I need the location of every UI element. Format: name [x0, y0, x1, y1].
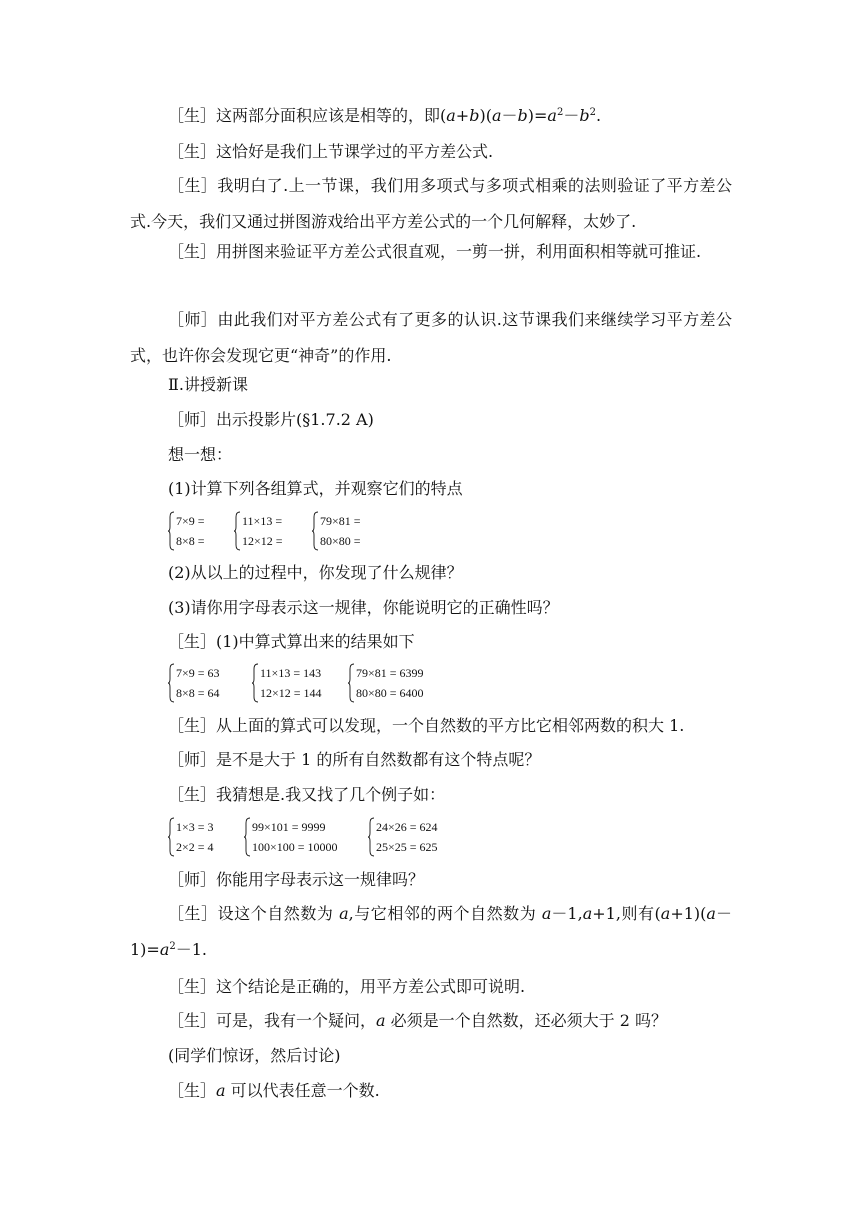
brace-icon: [312, 511, 319, 551]
paragraph-slide: ［师］出示投影片(§1.7.2 A): [168, 410, 374, 429]
brace-icon: [252, 663, 259, 703]
equation-line: 12×12 =: [242, 534, 283, 548]
equation-line: 79×81 = 6399: [356, 666, 424, 680]
equation-line: 7×9 =: [176, 514, 205, 528]
equation-line: 11×13 =: [242, 514, 283, 528]
equation-line: 80×80 = 6400: [356, 686, 424, 700]
brace-icon: [168, 511, 175, 551]
equation-line: 2×2 = 4: [176, 840, 214, 854]
paragraph-discovery: ［生］从上面的算式可以发现，一个自然数的平方比它相邻两数的积大 1.: [168, 716, 685, 735]
brace-icon: [368, 817, 375, 857]
equation-line: 1×3 = 3: [176, 820, 214, 834]
paragraph-examples: ［生］我猜想是.我又找了几个例子如：: [168, 785, 446, 804]
paragraph-formula: ［生］这恰好是我们上节课学过的平方差公式.: [168, 142, 494, 161]
question-2: (2)从以上的过程中，你发现了什么规律？: [168, 563, 463, 582]
question-3: (3)请你用字母表示这一规律，你能说明它的正确性吗？: [168, 598, 559, 617]
paragraph-teacher-letters: ［师］你能用字母表示这一规律吗？: [168, 870, 425, 889]
paragraph-teacher-question: ［师］是不是大于 1 的所有自然数都有这个特点呢？: [168, 750, 541, 769]
paragraph-any-number: ［生］a 可以代表任意一个数.: [168, 1081, 380, 1100]
brace-icon: [168, 817, 175, 857]
equation-line: 12×12 = 144: [260, 686, 322, 700]
equation-group-1: [168, 511, 418, 551]
equation-line: 24×26 = 624: [376, 820, 438, 834]
equation-line: 79×81 =: [320, 514, 361, 528]
brace-icon: [168, 663, 175, 703]
equation-line: 25×25 = 625: [376, 840, 438, 854]
paragraph-teacher-intro: ［师］由此我们对平方差公式有了更多的认识.这节课我们来继续学习平方差公式，也许你会发现它更“神奇”的作用.: [130, 310, 732, 365]
brace-icon: [348, 663, 355, 703]
paragraph-area-equal: ［生］这两部分面积应该是相等的，即$(a+b)(a-b)=a^2-b^2$.: [168, 106, 602, 125]
equation-line: 100×100 = 10000: [252, 840, 338, 854]
question-1: (1)计算下列各组算式，并观察它们的特点: [168, 479, 463, 498]
paragraph-discussion: (同学们惊讶，然后讨论): [168, 1046, 341, 1065]
equation-line: 99×101 = 9999: [252, 820, 326, 834]
equation-group-3: [168, 817, 468, 857]
paragraph-think: 想一想：: [168, 445, 233, 464]
paragraph-doubt: ［生］可是，我有一个疑问，a 必须是一个自然数，还必须大于 2 吗？: [168, 1011, 668, 1030]
equation-line: 8×8 =: [176, 534, 205, 548]
equation-group-2: [168, 663, 468, 703]
equation-line: 8×8 = 64: [176, 686, 220, 700]
paragraph-puzzle: ［生］用拼图来验证平方差公式很直观，一剪一拼，利用面积相等就可推证.: [168, 242, 702, 261]
brace-icon: [244, 817, 251, 857]
paragraph-understood: ［生］我明白了.上一节课，我们用多项式与多项式相乘的法则验证了平方差公式.今天，我们又通过拼图游戏给出平方差公式的一个几何解释，太妙了.: [130, 176, 732, 231]
paragraph-letter-rule: ［生］设这个自然数为 a,与它相邻的两个自然数为 a－1,a+1,则有$(a+1)(a-1)=a^2-1$.: [130, 904, 732, 959]
section-heading: Ⅱ.讲授新课: [168, 375, 248, 394]
paragraph-results: ［生］(1)中算式算出来的结果如下: [168, 632, 415, 651]
brace-icon: [234, 511, 241, 551]
paragraph-correct: ［生］这个结论是正确的，用平方差公式即可说明.: [168, 977, 526, 996]
equation-line: 11×13 = 143: [260, 666, 322, 680]
equation-line: 80×80 =: [320, 534, 361, 548]
equation-line: 7×9 = 63: [176, 666, 220, 680]
